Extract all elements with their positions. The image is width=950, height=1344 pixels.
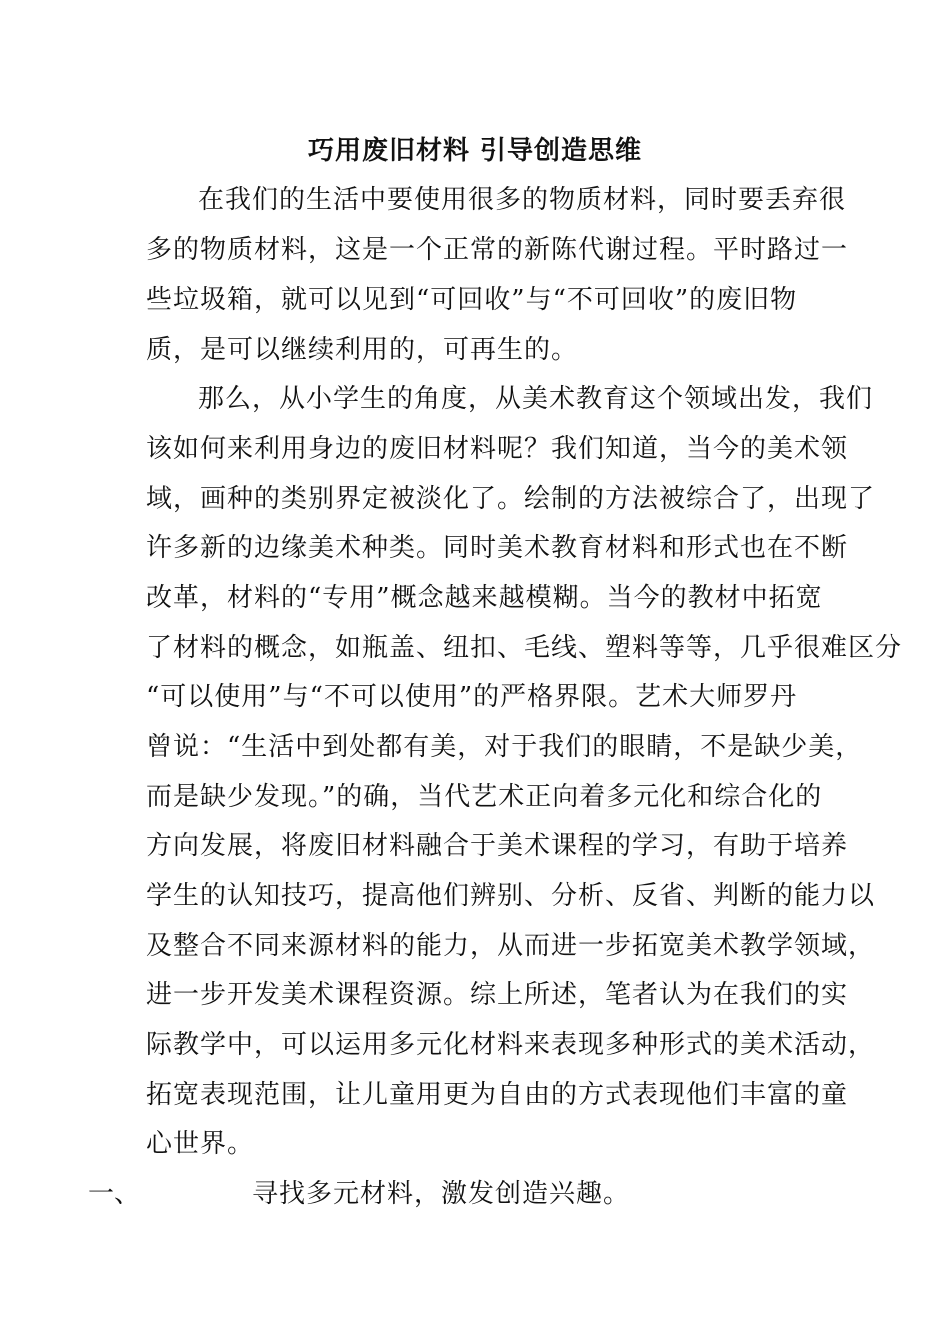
document-title: 巧用废旧材料 引导创造思维 xyxy=(307,136,643,166)
section-heading: 寻找多元材料，激发创造兴趣。 xyxy=(252,1179,631,1209)
paragraph-1-line-1: 在我们的生活中要使用很多的物质材料，同时要丢弃很 xyxy=(198,185,847,215)
paragraph-2-line-9: 而是缺少发现。”的确，当代艺术正向着多元化和综合化的 xyxy=(146,782,823,812)
paragraph-2-line-5: 改革，材料的“专用”概念越来越模糊。当今的教材中拓宽 xyxy=(146,583,823,613)
paragraph-2-line-11: 学生的认知技巧，提高他们辨别、分析、反省、判断的能力以 xyxy=(146,881,876,911)
paragraph-2-line-7: “可以使用”与“不可以使用”的严格界限。艺术大师罗丹 xyxy=(146,682,798,712)
paragraph-2-line-13: 进一步开发美术课程资源。综上所述，笔者认为在我们的实 xyxy=(146,980,849,1010)
paragraph-1-line-2: 多的物质材料，这是一个正常的新陈代谢过程。平时路过一 xyxy=(146,235,849,265)
paragraph-1-line-3: 些垃圾箱，就可以见到“可回收”与“不可回收”的废旧物 xyxy=(146,285,798,315)
paragraph-2-line-1: 那么，从小学生的角度，从美术教育这个领域出发，我们 xyxy=(198,384,874,414)
section-number: 一、 xyxy=(88,1179,141,1209)
paragraph-2-line-15: 拓宽表现范围，让儿童用更为自由的方式表现他们丰富的童 xyxy=(146,1080,849,1110)
paragraph-2-line-4: 许多新的边缘美术种类。同时美术教育材料和形式也在不断 xyxy=(146,533,849,563)
paragraph-2-line-6: 了材料的概念，如瓶盖、纽扣、毛线、塑料等等，几乎很难区分 xyxy=(146,633,903,663)
paragraph-2-line-16: 心世界。 xyxy=(146,1129,255,1159)
paragraph-2-line-8: 曾说：“生活中到处都有美，对于我们的眼睛，不是缺少美， xyxy=(146,732,863,762)
paragraph-2-line-2: 该如何来利用身边的废旧材料呢？我们知道，当今的美术领 xyxy=(146,434,849,464)
paragraph-2-line-10: 方向发展，将废旧材料融合于美术课程的学习，有助于培养 xyxy=(146,831,849,861)
paragraph-2-line-12: 及整合不同来源材料的能力，从而进一步拓宽美术教学领域， xyxy=(146,931,876,961)
paragraph-1-line-4: 质，是可以继续利用的，可再生的。 xyxy=(146,335,579,365)
paragraph-2-line-14: 际教学中，可以运用多元化材料来表现多种形式的美术活动， xyxy=(146,1030,876,1060)
paragraph-2-line-3: 域，画种的类别界定被淡化了。绘制的方法被综合了，出现了 xyxy=(146,484,876,514)
